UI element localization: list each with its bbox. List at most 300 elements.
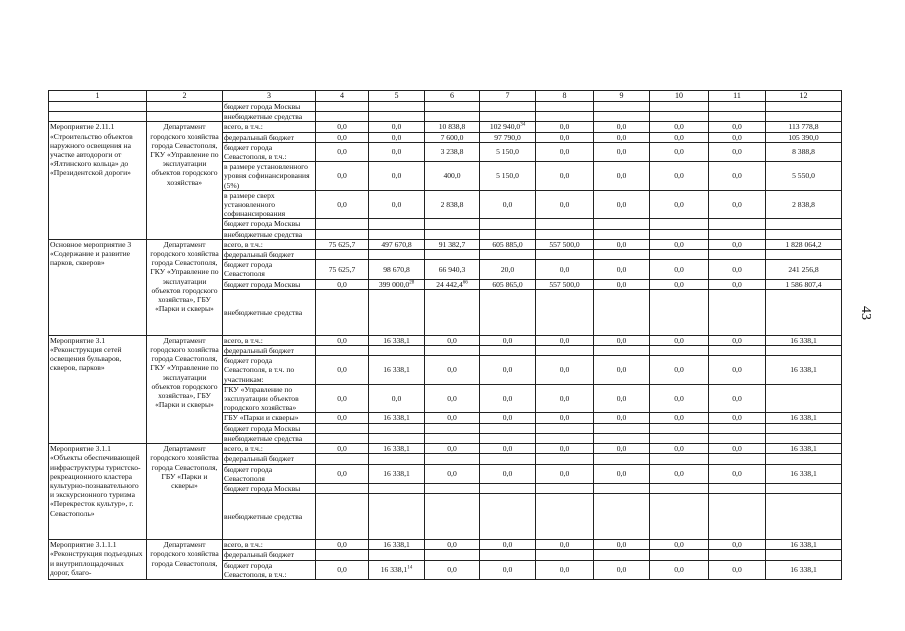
amount-cell	[369, 560, 425, 579]
amount-cell	[766, 433, 842, 443]
amount-cell	[425, 550, 480, 560]
amount-cell	[709, 132, 766, 142]
amount-cell	[650, 132, 709, 142]
amount-value: 0,0	[732, 147, 742, 157]
amount-cell	[369, 464, 425, 483]
amount-cell	[369, 219, 425, 229]
amount-cell	[316, 190, 369, 219]
column-number-header: 5	[369, 91, 425, 102]
amount-value: 0,0	[337, 469, 347, 479]
table-row	[49, 122, 842, 132]
amount-cell	[425, 540, 480, 550]
amount-cell	[369, 454, 425, 464]
amount-cell	[316, 540, 369, 550]
amount-value: 605 885,0	[492, 239, 523, 249]
amount-value: 0,0	[616, 565, 627, 575]
amount-cell	[650, 454, 709, 464]
amount-value: 0,0	[674, 200, 684, 210]
amount-cell	[709, 444, 766, 454]
funding-source-cell: бюджет города Москвы	[223, 219, 316, 229]
funding-source-cell: бюджет города Севастополя	[223, 260, 316, 279]
amount-value: 0,0	[391, 147, 402, 157]
amount-cell	[650, 289, 709, 335]
amount-cell	[709, 464, 766, 483]
executor-cell: Департамент городского хозяйства города Севастополя,	[147, 540, 223, 580]
amount-cell	[316, 122, 369, 132]
funding-source-cell: федеральный бюджет	[223, 550, 316, 560]
amount-value: 0,0	[674, 365, 684, 375]
amount-value: 7 600,0	[440, 132, 464, 142]
amount-value: 0,0	[502, 444, 513, 454]
column-number-header: 9	[594, 91, 650, 102]
amount-cell	[650, 239, 709, 249]
amount-value: 0,0	[337, 413, 347, 423]
amount-value: 0,0	[447, 540, 457, 550]
amount-cell	[766, 384, 842, 413]
measure-name-cell	[49, 112, 147, 122]
amount-value: 0,0	[337, 200, 347, 210]
amount-value: 3 238,8	[440, 147, 464, 157]
amount-value: 0,0	[616, 394, 627, 404]
amount-value: 0,0	[732, 413, 742, 423]
measure-name-cell: Мероприятие 3.1 «Реконструкция сетей освещения бульваров, скверов, парков»	[49, 335, 147, 443]
amount-value: 0,0	[337, 565, 347, 575]
amount-cell	[369, 346, 425, 356]
amount-cell	[766, 142, 842, 161]
amount-cell	[425, 112, 480, 122]
amount-cell	[425, 102, 480, 112]
amount-value: 0,0	[616, 171, 627, 181]
amount-cell	[425, 494, 480, 540]
amount-value: 113 778,8	[788, 122, 819, 132]
amount-cell	[369, 260, 425, 279]
amount-cell	[425, 356, 480, 385]
amount-cell	[536, 494, 594, 540]
amount-cell	[709, 260, 766, 279]
amount-cell	[709, 289, 766, 335]
amount-cell	[425, 229, 480, 239]
amount-cell	[536, 289, 594, 335]
amount-cell	[536, 219, 594, 229]
amount-cell	[536, 279, 594, 289]
amount-value: 0,0	[732, 239, 742, 249]
amount-cell	[425, 142, 480, 161]
amount-cell	[425, 162, 480, 191]
amount-cell	[316, 250, 369, 260]
amount-cell	[594, 423, 650, 433]
amount-value: 1 586 807,4	[785, 279, 822, 289]
amount-value: 16 338,1	[790, 469, 817, 479]
amount-cell	[316, 289, 369, 335]
funding-source-cell: бюджет города Москвы	[223, 279, 316, 289]
amount-cell	[536, 190, 594, 219]
amount-value: 241 256,8	[788, 264, 819, 274]
amount-value: 0,0	[391, 132, 402, 142]
amount-cell	[766, 112, 842, 122]
table-row	[49, 102, 842, 112]
amount-value: 0,0	[337, 171, 347, 181]
amount-value: 16 338,1	[383, 335, 410, 345]
amount-cell	[480, 335, 536, 345]
amount-cell	[316, 142, 369, 161]
amount-cell	[536, 464, 594, 483]
amount-cell	[650, 102, 709, 112]
amount-cell	[709, 540, 766, 550]
amount-cell	[425, 260, 480, 279]
amount-value: 0,0	[732, 122, 742, 132]
amount-cell	[316, 454, 369, 464]
amount-value: 0,0	[447, 565, 457, 575]
amount-cell	[594, 464, 650, 483]
amount-cell	[369, 433, 425, 443]
amount-cell	[766, 494, 842, 540]
amount-value: 102 940,0	[489, 122, 521, 132]
amount-value: 16 338,1	[790, 413, 817, 423]
amount-value: 0,0	[447, 444, 457, 454]
measure-name-cell: Мероприятие 2.11.1 «Строительство объектов наружного освещения на участке автодороги от «Ялтинского кольца» до «Президентской дороги»	[49, 122, 147, 239]
amount-value: 0,0	[674, 469, 684, 479]
amount-cell	[369, 335, 425, 345]
amount-value: 0,0	[502, 335, 513, 345]
amount-value: 0,0	[674, 413, 684, 423]
amount-cell	[709, 483, 766, 493]
amount-cell	[594, 483, 650, 493]
amount-cell	[425, 483, 480, 493]
amount-value: 0,0	[559, 413, 570, 423]
amount-cell	[369, 444, 425, 454]
amount-cell	[480, 219, 536, 229]
funding-source-cell: ГКУ «Управление по эксплуатации объектов городского хозяйства»	[223, 384, 316, 413]
amount-cell	[425, 423, 480, 433]
amount-cell	[425, 444, 480, 454]
amount-value: 0,0	[502, 565, 513, 575]
amount-cell	[650, 550, 709, 560]
amount-cell	[709, 122, 766, 132]
amount-value: 0,0	[674, 279, 684, 289]
executor-cell	[147, 112, 223, 122]
amount-cell	[425, 190, 480, 219]
funding-source-cell: всего, в т.ч.:	[223, 122, 316, 132]
amount-value: 557 500,0	[549, 279, 580, 289]
amount-cell	[425, 346, 480, 356]
amount-cell	[766, 190, 842, 219]
measure-name-cell: Основное мероприятие 3 «Содержание и развитие парков, скверов»	[49, 239, 147, 335]
column-number-header: 11	[709, 91, 766, 102]
amount-value: 0,0	[559, 565, 570, 575]
amount-cell	[709, 335, 766, 345]
funding-source-cell: внебюджетные средства	[223, 289, 316, 335]
amount-cell	[709, 112, 766, 122]
amount-cell	[480, 423, 536, 433]
amount-cell	[316, 335, 369, 345]
amount-value: 0,0	[337, 444, 347, 454]
amount-cell	[369, 229, 425, 239]
amount-value: 0,0	[447, 469, 457, 479]
budget-table	[48, 90, 842, 580]
amount-cell	[650, 413, 709, 423]
amount-cell	[536, 540, 594, 550]
page-number: 43	[858, 306, 873, 320]
amount-cell	[316, 413, 369, 423]
amount-value: 16 338,1	[790, 540, 817, 550]
amount-cell	[766, 560, 842, 579]
amount-value: 0,0	[391, 394, 402, 404]
amount-cell	[766, 239, 842, 249]
amount-cell	[594, 413, 650, 423]
amount-value: 0,0	[616, 335, 627, 345]
amount-cell	[369, 483, 425, 493]
amount-cell	[594, 239, 650, 249]
amount-cell	[536, 384, 594, 413]
amount-cell	[766, 356, 842, 385]
amount-value: 0,0	[559, 365, 570, 375]
column-number-header: 7	[480, 91, 536, 102]
amount-value: 0,0	[732, 565, 742, 575]
amount-cell	[480, 162, 536, 191]
amount-cell	[594, 346, 650, 356]
funding-source-cell: ГБУ «Парки и скверы»	[223, 413, 316, 423]
amount-cell	[766, 229, 842, 239]
funding-source-cell: всего, в т.ч.:	[223, 335, 316, 345]
amount-cell	[650, 384, 709, 413]
amount-cell	[594, 550, 650, 560]
amount-cell	[480, 239, 536, 249]
amount-cell	[650, 279, 709, 289]
amount-cell	[316, 239, 369, 249]
amount-cell	[650, 190, 709, 219]
amount-cell	[766, 279, 842, 289]
funding-source-cell: федеральный бюджет	[223, 454, 316, 464]
executor-cell: Департамент городского хозяйства города Севастополя, ГКУ «Управление по эксплуатации объектов городского хозяйства»	[147, 122, 223, 239]
amount-cell	[709, 250, 766, 260]
amount-value: 16 338,1	[380, 565, 408, 575]
amount-cell	[766, 132, 842, 142]
amount-cell	[369, 356, 425, 385]
amount-cell	[536, 229, 594, 239]
amount-cell	[766, 289, 842, 335]
amount-cell	[650, 346, 709, 356]
amount-value: 0,0	[674, 239, 684, 249]
amount-cell	[480, 260, 536, 279]
amount-cell	[480, 464, 536, 483]
amount-cell	[594, 142, 650, 161]
amount-value: 66 940,3	[438, 264, 466, 274]
amount-cell	[709, 190, 766, 219]
amount-cell	[536, 102, 594, 112]
amount-cell	[316, 423, 369, 433]
amount-cell	[650, 229, 709, 239]
amount-cell	[369, 239, 425, 249]
amount-value: 0,0	[502, 413, 513, 423]
amount-cell	[425, 279, 480, 289]
amount-value: 557 500,0	[549, 239, 580, 249]
amount-cell	[709, 550, 766, 560]
amount-cell	[480, 279, 536, 289]
amount-cell	[369, 122, 425, 132]
amount-cell	[709, 433, 766, 443]
amount-cell	[650, 560, 709, 579]
amount-cell	[650, 250, 709, 260]
amount-cell	[425, 413, 480, 423]
amount-cell	[709, 346, 766, 356]
amount-value: 0,0	[732, 365, 742, 375]
amount-cell	[425, 219, 480, 229]
amount-cell	[316, 229, 369, 239]
column-number-header: 6	[425, 91, 480, 102]
amount-cell	[480, 122, 536, 132]
table-row	[49, 335, 842, 345]
amount-cell	[480, 112, 536, 122]
amount-cell	[536, 483, 594, 493]
amount-cell	[594, 433, 650, 443]
amount-cell	[536, 142, 594, 161]
amount-cell	[766, 483, 842, 493]
budget-table-page	[48, 90, 841, 580]
header-row	[49, 91, 842, 102]
amount-cell	[425, 560, 480, 579]
amount-value: 400,0	[443, 171, 461, 181]
amount-cell	[480, 190, 536, 219]
measure-name-cell: Мероприятие 3.1.1 «Объекты обеспечивающей инфраструктуры туристско-рекреационного кластера культурно-познавательного и экскурсионного туризма «Перекресток культур», г. Севастополь»	[49, 444, 147, 540]
amount-cell	[369, 413, 425, 423]
table-row	[49, 239, 842, 249]
amount-cell	[709, 384, 766, 413]
amount-value: 0,0	[447, 365, 457, 375]
amount-value: 2 838,8	[792, 200, 815, 210]
amount-cell	[369, 494, 425, 540]
amount-cell	[369, 423, 425, 433]
amount-cell	[316, 550, 369, 560]
amount-value: 0,0	[616, 200, 627, 210]
amount-value: 0,0	[674, 171, 684, 181]
amount-cell	[480, 346, 536, 356]
funding-source-cell: бюджет города Севастополя, в т.ч.:	[223, 560, 316, 579]
amount-cell	[425, 335, 480, 345]
amount-cell	[766, 162, 842, 191]
amount-value: 0,0	[674, 132, 684, 142]
amount-value: 5 550,0	[792, 171, 815, 181]
amount-value: 0,0	[559, 147, 570, 157]
amount-value: 0,0	[674, 444, 684, 454]
amount-value: 0,0	[732, 132, 742, 142]
amount-value: 0,0	[674, 147, 684, 157]
amount-value: 0,0	[337, 279, 347, 289]
amount-cell	[594, 454, 650, 464]
funding-source-cell: всего, в т.ч.:	[223, 239, 316, 249]
amount-cell	[316, 464, 369, 483]
amount-cell	[536, 122, 594, 132]
amount-value: 605 865,0	[492, 279, 523, 289]
table-row	[49, 540, 842, 550]
amount-cell	[480, 132, 536, 142]
amount-value: 24 442,4	[436, 279, 463, 289]
amount-value: 0,0	[616, 264, 627, 274]
amount-cell	[536, 112, 594, 122]
amount-cell	[369, 384, 425, 413]
amount-cell	[709, 239, 766, 249]
amount-cell	[650, 483, 709, 493]
amount-cell	[594, 260, 650, 279]
amount-cell	[709, 142, 766, 161]
amount-cell	[480, 540, 536, 550]
amount-cell	[425, 122, 480, 132]
amount-cell	[369, 289, 425, 335]
amount-cell	[369, 102, 425, 112]
amount-cell	[536, 346, 594, 356]
amount-value: 0,0	[674, 565, 684, 575]
amount-value: 0,0	[337, 394, 347, 404]
amount-value: 0,0	[616, 132, 627, 142]
amount-cell	[709, 229, 766, 239]
amount-cell	[766, 346, 842, 356]
amount-cell	[369, 162, 425, 191]
amount-cell	[480, 413, 536, 423]
amount-value: 0,0	[674, 540, 684, 550]
amount-value: 0,0	[502, 469, 513, 479]
amount-cell	[369, 550, 425, 560]
amount-cell	[766, 250, 842, 260]
amount-cell	[594, 102, 650, 112]
column-number-header: 8	[536, 91, 594, 102]
funding-source-cell: бюджет города Москвы	[223, 102, 316, 112]
amount-value: 0,0	[674, 335, 684, 345]
amount-value: 0,0	[616, 469, 627, 479]
amount-value: 91 382,7	[438, 239, 466, 249]
amount-cell	[709, 560, 766, 579]
funding-source-cell: федеральный бюджет	[223, 250, 316, 260]
amount-cell	[536, 162, 594, 191]
amount-value: 0,0	[732, 335, 742, 345]
amount-cell	[536, 433, 594, 443]
amount-cell	[316, 112, 369, 122]
amount-value: 97 790,0	[494, 132, 521, 142]
amount-cell	[594, 384, 650, 413]
amount-cell	[709, 413, 766, 423]
amount-cell	[709, 356, 766, 385]
amount-cell	[766, 454, 842, 464]
funding-source-cell: федеральный бюджет	[223, 132, 316, 142]
amount-value: 0,0	[502, 540, 513, 550]
amount-value: 0,0	[732, 279, 742, 289]
amount-value: 0,0	[616, 239, 627, 249]
amount-value: 0,0	[732, 444, 742, 454]
amount-cell	[766, 464, 842, 483]
amount-cell	[316, 132, 369, 142]
amount-cell	[709, 494, 766, 540]
amount-cell	[766, 540, 842, 550]
amount-cell	[480, 250, 536, 260]
funding-source-cell: в размере сверх установленного софинансирования	[223, 190, 316, 219]
amount-value: 16 338,1	[383, 365, 410, 375]
amount-value: 16 338,1	[790, 335, 817, 345]
amount-value: 0,0	[732, 540, 742, 550]
amount-cell	[480, 433, 536, 443]
amount-cell	[480, 142, 536, 161]
amount-cell	[480, 550, 536, 560]
amount-value: 0,0	[502, 394, 513, 404]
amount-cell	[594, 540, 650, 550]
amount-cell	[650, 142, 709, 161]
amount-cell	[766, 413, 842, 423]
amount-value: 0,0	[337, 132, 347, 142]
amount-value: 0,0	[732, 469, 742, 479]
amount-cell	[480, 483, 536, 493]
amount-cell	[369, 142, 425, 161]
amount-cell	[766, 423, 842, 433]
funding-source-cell: всего, в т.ч.:	[223, 540, 316, 550]
amount-cell	[316, 444, 369, 454]
amount-cell	[594, 122, 650, 132]
